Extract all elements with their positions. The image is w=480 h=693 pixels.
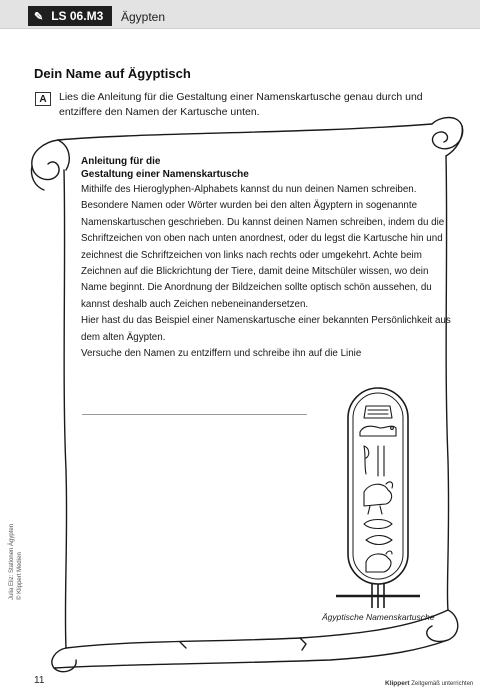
lesson-code: LS 06.M3 (51, 9, 104, 23)
credit-line: © Klippert Medien (17, 552, 23, 600)
credit-line: Julia Eliz: Stationen Ägypten (9, 523, 15, 600)
side-credit (8, 524, 24, 600)
pen-icon: ✎ (34, 10, 44, 23)
section-title: Dein Name auf Ägyptisch (34, 66, 191, 81)
page-number: 11 (34, 675, 45, 686)
klippert-logo: Klippert (385, 680, 410, 687)
instructions-title (81, 155, 249, 181)
cartouche-illustration (330, 384, 430, 614)
instructions-paragraph: Mithilfe des Hieroglyphen-Alphabets kannst du nun deinen Namen schreiben. Besondere Namen oder Wörter wurden bei den alten Ägyptern in sogenannte Namenskartuschen geschrieben. Du kannst deinen Namen schreiben, indem du die Schriftzeichen von oben nach unten anordnest, oder du legst die Kartusche hin und zeichnest die Schriftzeichen von links nach rechts oder umgekehrt. Achte beim Zeichnen auf die Blickrichtung der Tiere, damit deine Mitschüler wissen, wo dein Name beginnt. Die Anordnung der Bildzeichen sollte optisch schön aussehen, du kannst deshalb auch Zeichen nebeneinandersetzen. (81, 184, 445, 310)
footer-tagline: Zeitgemäß unterrichten (411, 681, 474, 687)
cartouche-caption: Ägyptische Namenskartusche (322, 612, 435, 622)
hieroglyphs (360, 406, 396, 572)
instructions-paragraph: Hier hast du das Beispiel einer Namenskartusche einer bekannten Persönlichkeit aus dem alten Ägypten. (81, 315, 451, 343)
instructions-title-line1: Anleitung für die (81, 156, 161, 167)
header-topic: Ägypten (121, 10, 166, 24)
answer-line[interactable] (82, 414, 307, 415)
task-text: Lies die Anleitung für die Gestaltung einer Namenskartusche genau durch und entziffere den Namen der Kartusche unten. (59, 91, 423, 118)
instructions-paragraph: Versuche den Namen zu entziffern und schreibe ihn auf die Linie (81, 348, 362, 360)
footer-brand (385, 680, 473, 687)
instructions-body (81, 182, 453, 362)
task-label: A (35, 92, 51, 106)
instructions-title-line2: Gestaltung einer Namenskartusche (81, 169, 249, 180)
